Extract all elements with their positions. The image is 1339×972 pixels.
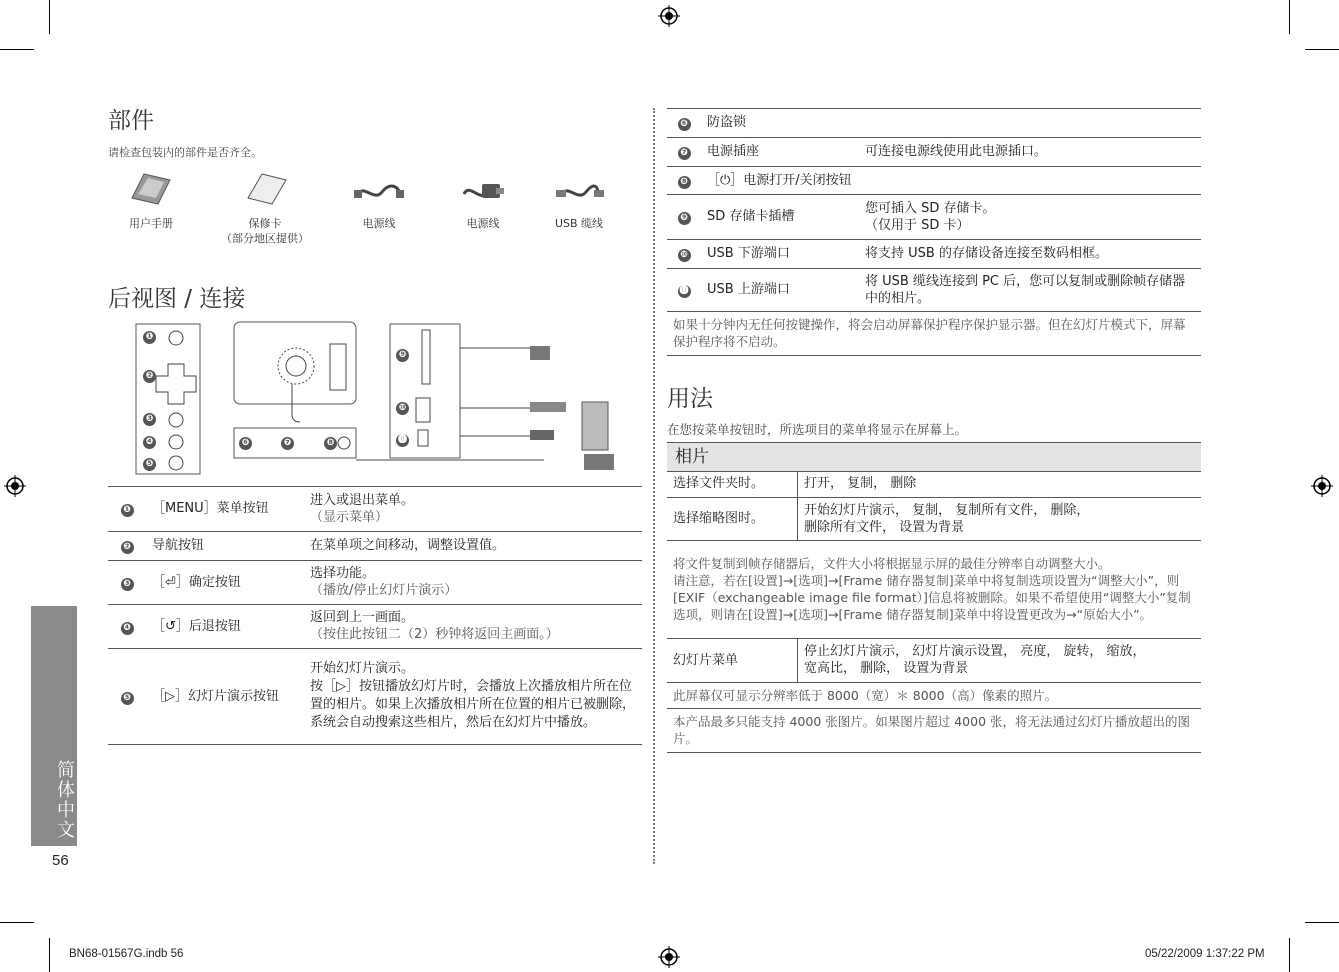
table-row: ❺ ［▷］幻灯片演示按钮 开始幻灯片演示。 按［▷］按钮播放幻灯片时，会播放上次播放相片所在位置的相片。如果上次播放相片所在位置的相片已被删除，系统会自动搜索这些相片，然后在幻灯片中播放。 — [108, 648, 642, 744]
marker-9: ❾ — [396, 349, 409, 362]
accessory-label: USB 缆线 — [554, 217, 604, 230]
table-row: 将文件复制到帧存储器后，文件大小将根据显示屏的最佳分辨率自动调整大小。 请注意，若在[设置]→[选项]→[Frame 储存器复制]菜单中将复制选项设置为“调整大小”，则[EXIF（exchangeable image file format）]信息将被删除。如果不希望使用“调整大小”复制选项，则请在[设置]→[选项]→[Frame 储存器复制]菜单中将设置更改为→“原始大小”。 — [667, 540, 1201, 638]
registration-mark-icon — [658, 946, 680, 968]
crop-mark — [0, 49, 34, 50]
parts-subtitle: 请检查包装内的部件是否齐全。 — [108, 146, 262, 159]
marker-7: ❼ — [281, 437, 294, 450]
photo-table-header: 相片 — [667, 442, 1201, 472]
footer-date: 05/22/2009 1:37:22 PM — [1145, 948, 1265, 960]
crop-mark — [49, 938, 50, 972]
table-row: ❼ 电源插座 可连接电源线使用此电源插口。 — [667, 137, 1201, 166]
registration-mark-icon — [658, 5, 680, 27]
registration-mark-icon — [1311, 475, 1333, 497]
language-tab-label: 简体中文 — [54, 760, 75, 840]
column-divider — [653, 108, 655, 864]
photo-menu-table — [667, 471, 1201, 753]
table-row: 此屏幕仅可显示分辨率低于 8000（宽）＊ 8000（高）像素的照片。 — [667, 682, 1201, 708]
user-manual-icon — [130, 172, 172, 206]
crop-mark — [0, 922, 34, 923]
footer-file: BN68-01567G.indb 56 — [69, 948, 184, 960]
marker-2: ❷ — [143, 370, 156, 383]
marker-3: ❸ — [143, 413, 156, 426]
registration-mark-icon — [4, 475, 26, 497]
rear-view-title: 后视图 / 连接 — [108, 286, 246, 312]
marker-6: ❻ — [239, 437, 252, 450]
accessory-label: 电源线 — [362, 217, 396, 230]
accessory-label: 保修卡 （部分地区提供） — [221, 217, 309, 245]
crop-mark — [1289, 938, 1290, 972]
marker-4: ❹ — [143, 436, 156, 449]
table-row: ❶ ［MENU］菜单按钮 进入或退出菜单。 （显示菜单） — [108, 487, 642, 531]
table-row: 如果十分钟内无任何按键操作，将会启动屏幕保护程序保护显示器。但在幻灯片模式下，屏幕保护程序将不启动。 — [667, 311, 1201, 355]
crop-mark — [1289, 0, 1290, 34]
usage-title: 用法 — [667, 386, 713, 412]
crop-mark — [1305, 49, 1339, 50]
accessory-label: 用户手册 — [129, 217, 173, 230]
power-adapter-icon — [460, 176, 506, 208]
parts-title: 部件 — [108, 108, 154, 134]
table-row: ❾ SD 存储卡插槽 您可插入 SD 存储卡。 （仅用于 SD 卡） — [667, 194, 1201, 239]
table-row: ❿ USB 下游端口 将支持 USB 的存储设备连接至数码相框。 — [667, 239, 1201, 268]
table-row: 本产品最多只能支持 4000 张图片。如果图片超过 4000 张，将无法通过幻灯片播放超出的图片。 — [667, 708, 1201, 752]
table-row: 选择文件夹时。 打开， 复制， 删除 — [667, 471, 1201, 497]
table-row: ❸ ［⏎］确定按钮 选择功能。 （播放/停止幻灯片演示） — [108, 560, 642, 604]
marker-5: ❺ — [143, 458, 156, 471]
warranty-card-icon — [246, 172, 288, 206]
table-row: 幻灯片菜单 停止幻灯片演示， 幻灯片演示设置， 亮度， 旋转， 缩放， 宽高比， 删除， 设置为背景 — [667, 638, 1201, 682]
marker-8: ❽ — [324, 437, 337, 450]
page-number: 56 — [52, 852, 69, 869]
marker-11: ⓫ — [397, 435, 407, 445]
crop-mark — [1305, 922, 1339, 923]
table-row: ⓫ USB 上游端口 将 USB 缆线连接到 PC 后，您可以复制或删除帧存储器中的相片。 — [667, 268, 1201, 311]
rear-controls-table — [108, 487, 642, 745]
table-row: ❷ 导航按钮 在菜单项之间移动，调整设置值。 — [108, 531, 642, 560]
accessory-label: 电源线 — [466, 217, 500, 230]
marker-10: ❿ — [396, 402, 409, 415]
usb-cable-icon — [556, 180, 604, 206]
marker-1: ❶ — [143, 331, 156, 344]
crop-mark — [49, 0, 50, 34]
table-row: 选择缩略图时。 开始幻灯片演示， 复制， 复制所有文件， 删除， 删除所有文件， 设置为背景 — [667, 497, 1201, 540]
rear-view-diagram — [134, 320, 624, 480]
table-row: ❽ ［⏻］电源打开/关闭按钮 — [667, 166, 1201, 194]
table-row: ❹ ［↺］后退按钮 返回到上一画面。 （按住此按钮二（2）秒钟将返回主画面。） — [108, 604, 642, 648]
usage-subtitle: 在您按菜单按钮时，所选项目的菜单将显示在屏幕上。 — [667, 422, 968, 437]
power-cable-icon — [354, 180, 404, 206]
rear-ports-table — [667, 109, 1201, 356]
table-row: ❻ 防盗锁 — [667, 109, 1201, 137]
